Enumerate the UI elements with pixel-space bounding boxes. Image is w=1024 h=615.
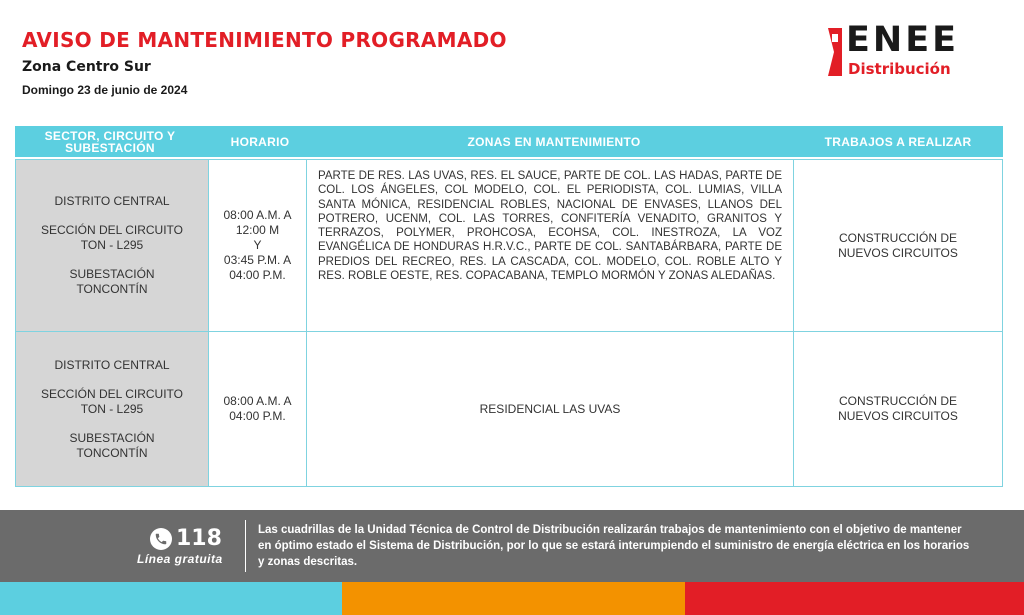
footer-banner	[0, 510, 1024, 582]
district-label: DISTRITO CENTRAL	[54, 357, 170, 372]
date-label: Domingo 23 de junio de 2024	[22, 83, 188, 97]
logo-name: ENEE	[846, 20, 960, 60]
table-row-2-zones: RESIDENCIAL LAS UVAS	[307, 332, 794, 486]
table-row-1-work	[794, 160, 1002, 332]
schedule-line: 08:00 A.M. A	[223, 208, 292, 222]
phone-icon	[150, 528, 172, 550]
table-row-2-work	[794, 332, 1002, 486]
header-work: TRABAJOS A REALIZAR	[824, 134, 972, 149]
schedule-line: Y	[253, 238, 262, 252]
header-sector: SECTOR, CIRCUITO Y SUBESTACIÓN	[44, 128, 176, 155]
schedule-line: 04:00 P.M.	[229, 268, 286, 282]
stripe-red	[685, 582, 1024, 615]
header-schedule: HORARIO	[230, 134, 290, 149]
schedule-line: 12:00 M	[235, 223, 280, 237]
schedule-line: 08:00 A.M. A	[223, 394, 292, 408]
table-body	[15, 159, 1003, 487]
schedule-line: 04:00 P.M.	[229, 409, 286, 423]
enee-logo	[826, 20, 998, 82]
stripe-orange	[342, 582, 685, 615]
stripe-cyan	[0, 582, 342, 615]
table-row-2-schedule	[209, 332, 307, 486]
table-row-1-zones: PARTE DE RES. LAS UVAS, RES. EL SAUCE, PARTE DE COL. LAS HADAS, PARTE DE COL. LOS ÁNGELES, COL MODELO, COL. EL PERIODISTA, COL. LUMIAS, VILLA SANTA MÓNICA, RESIDENCIAL ROBLES, NACIONAL DE ENVASES, LLANOS DEL POTRERO, UCENM, COL. LAS TORRES, CONFITERÍA VENADITO, GRANITOS Y TERRAZOS, POLYMER, PROHCOSA, ECOHSA, COL. INESTROZA, LA VOZ EVANGÉLICA DE HONDURAS H.R.V.C., PARTE DE COL. SANTABÁRBARA, PARTE DE PREDIOS DEL RECREO, RES. LA CASCADA, COL. MODELO, COL. ROBLE ALTO Y RES. ROBLE OESTE, RES. COPACABANA, TEMPLO MORMÓN Y ZONAS ALEDAÑAS.	[307, 160, 794, 332]
district-label: DISTRITO CENTRAL	[54, 194, 170, 208]
schedule-line: 03:45 P.M. A	[223, 253, 292, 267]
table-header	[15, 126, 1003, 157]
logo-subtitle: Distribución	[848, 60, 951, 78]
work-label: CONSTRUCCIÓN DE NUEVOS CIRCUITOS	[838, 394, 958, 423]
table-row-2-sector	[16, 332, 209, 486]
zone-label: Zona Centro Sur	[22, 59, 151, 75]
footer-divider	[245, 520, 246, 572]
phone-digits: 118	[176, 526, 222, 551]
work-label: CONSTRUCCIÓN DE NUEVOS CIRCUITOS	[838, 230, 958, 260]
header-zones: ZONAS EN MANTENIMIENTO	[467, 134, 641, 149]
phone-number	[150, 526, 222, 551]
table-row-1-schedule	[209, 160, 307, 332]
page-title: AVISO DE MANTENIMIENTO PROGRAMADO	[22, 28, 507, 52]
footer-message: Las cuadrillas de la Unidad Técnica de Control de Distribución realizarán trabajos de mantenimiento con el objetivo de mantener en óptimo estado el Sistema de Distribución, por lo que se estará interumpiendo el suministro de energía eléctrica en los horarios y zonas descritas.	[258, 524, 970, 568]
circuit-label: SECCIÓN DEL CIRCUITO TON - L295	[40, 386, 184, 416]
circuit-label: SECCIÓN DEL CIRCUITO TON - L295	[40, 223, 184, 252]
free-line-label: Línea gratuita	[137, 552, 223, 566]
logo-mark-icon	[826, 28, 842, 76]
substation-label: SUBESTACIÓN TONCONTÍN	[69, 267, 155, 296]
table-row-1-sector	[16, 160, 209, 332]
substation-label: SUBESTACIÓN TONCONTÍN	[69, 430, 155, 460]
